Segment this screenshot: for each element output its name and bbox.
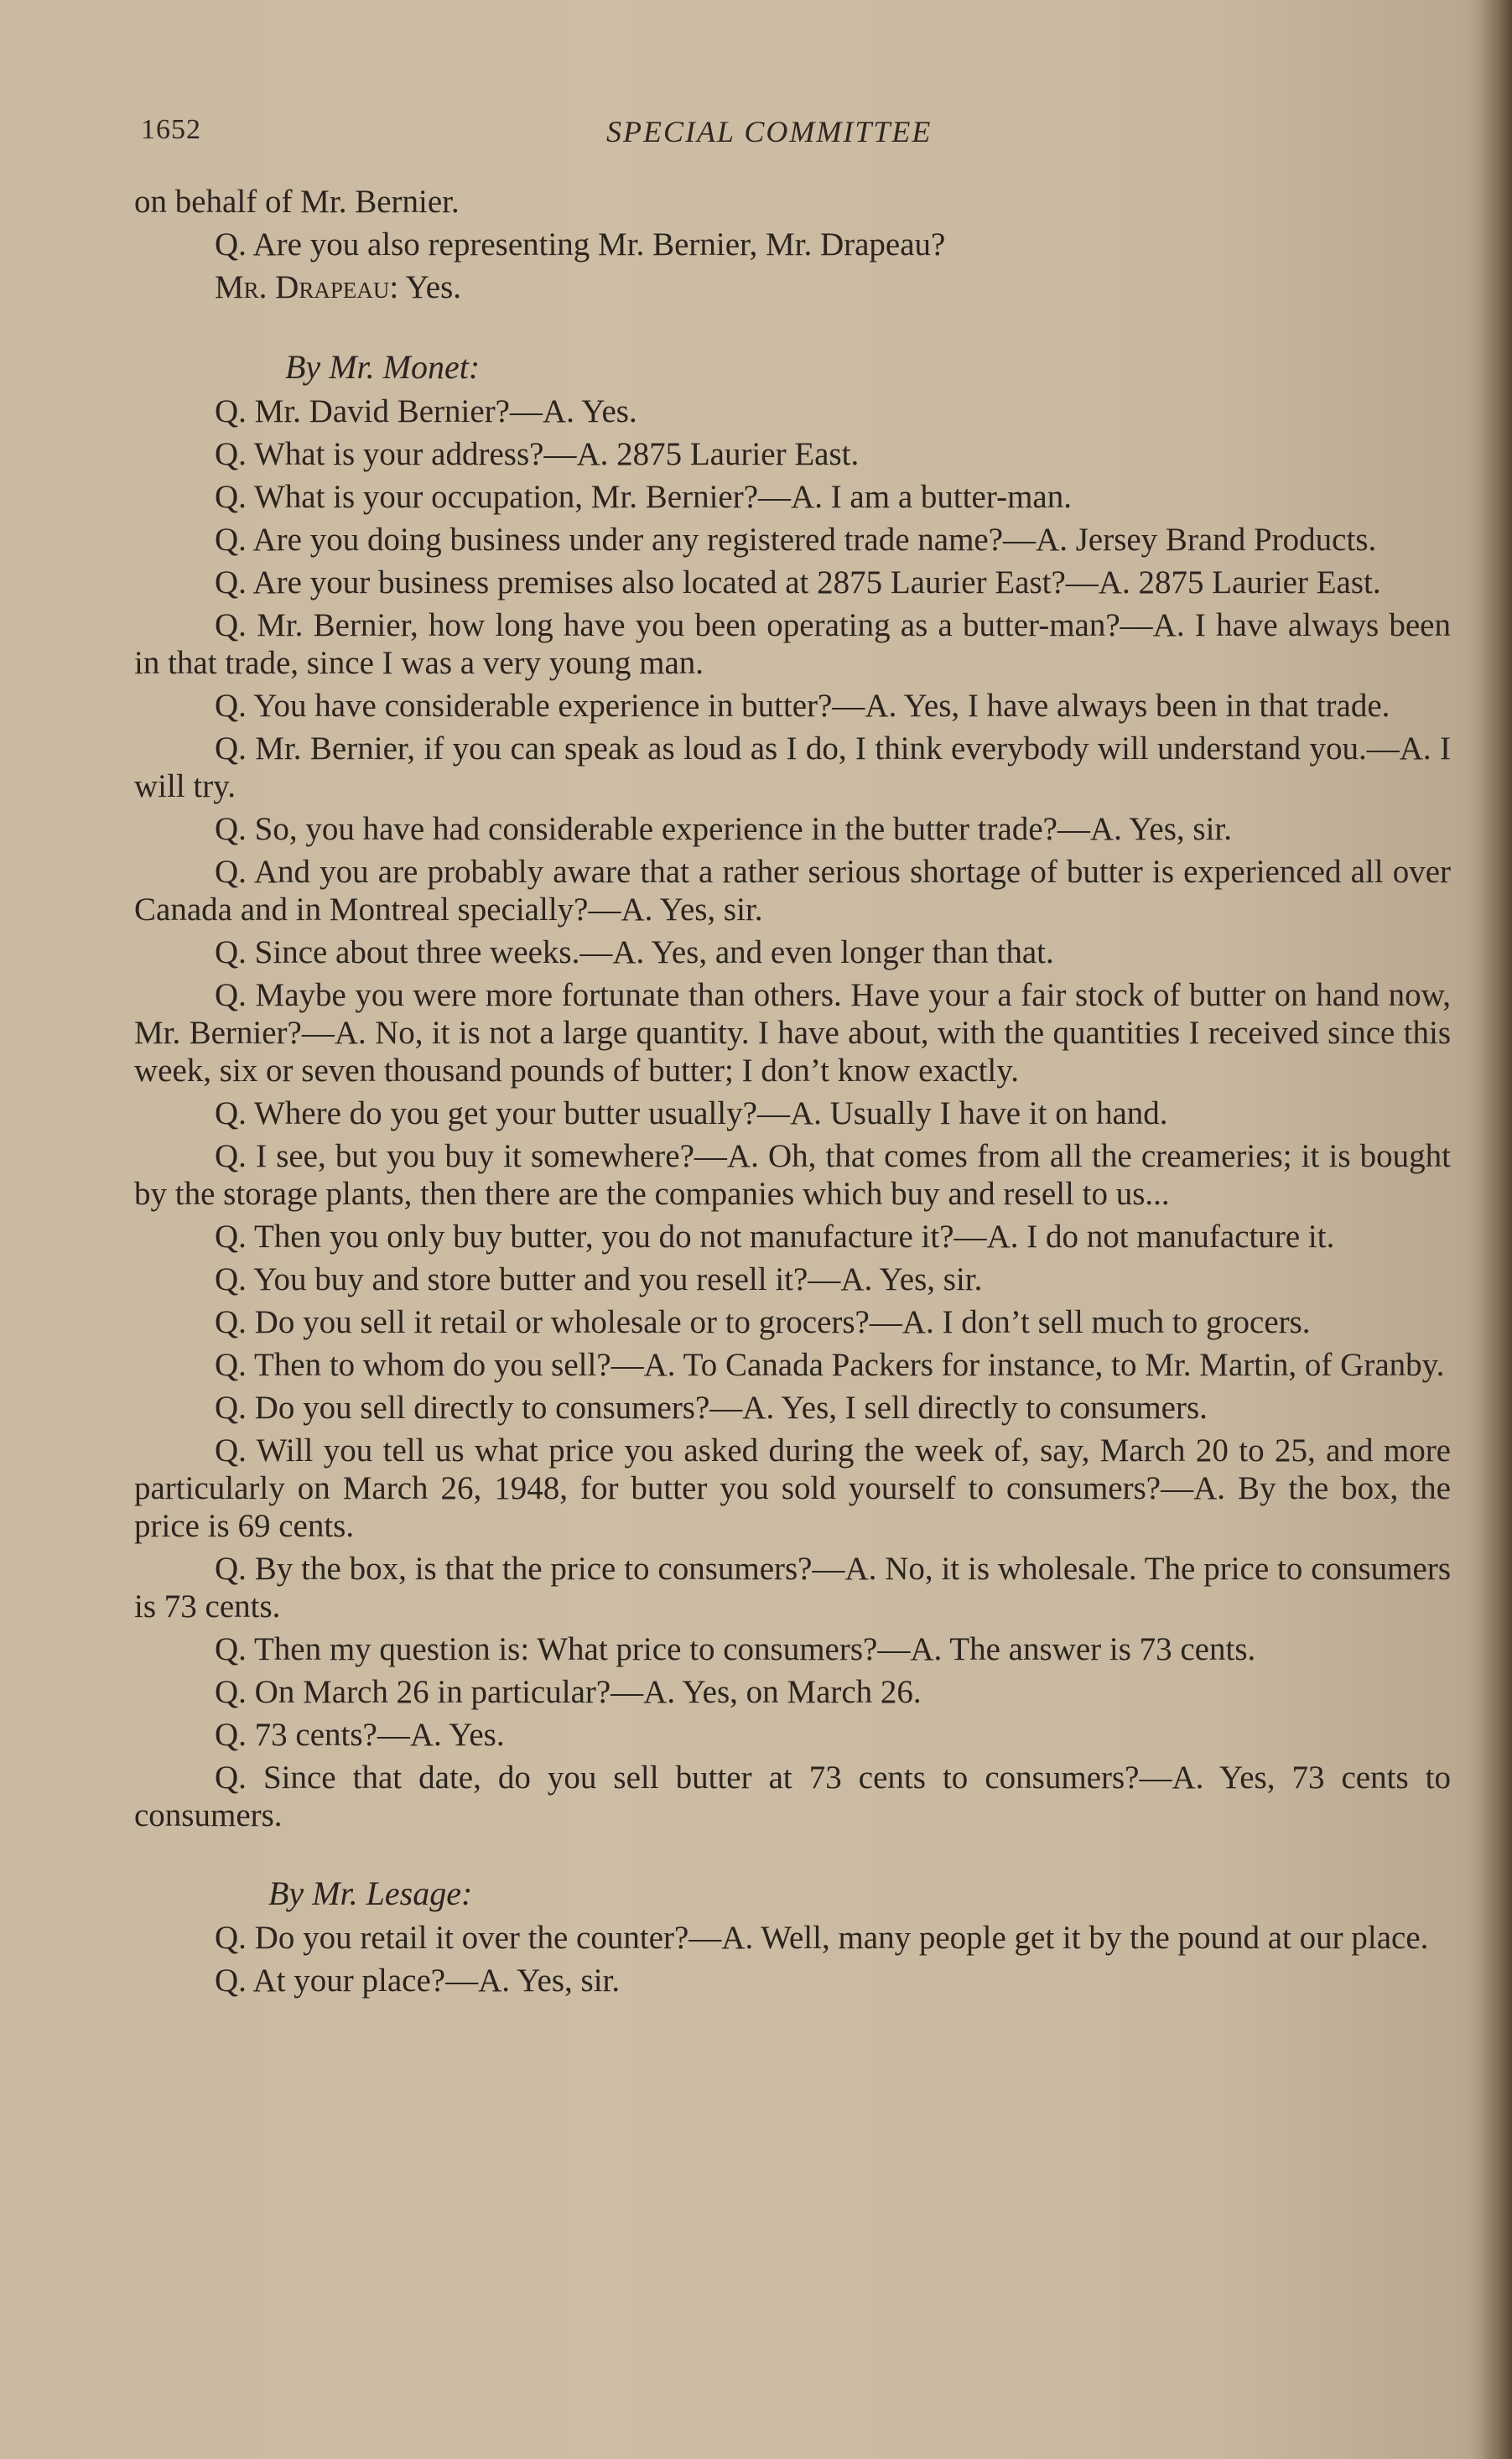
examiner-heading: By Mr. Monet: [285,348,481,386]
speaker-line [134,268,1451,306]
qa-paragraph: Q. On March 26 in particular?—A. Yes, on March 26. [215,1674,922,1710]
page-edge-shadow [1480,0,1512,2459]
page-header [141,114,1449,156]
qa-paragraph: Q. You have considerable experience in butter?—A. Yes, I have always been in that trade. [215,688,1390,724]
page-number: 1652 [141,114,201,145]
qa-paragraph: Q. I see, but you buy it somewhere?—A. Oh, that comes from all the creameries; it is bought by the storage plants, then there are the companies which buy and resell to us... [134,1138,1451,1212]
paragraph: on behalf of Mr. Bernier. [134,184,460,220]
qa-paragraph: Q. So, you have had considerable experience in the butter trade?—A. Yes, sir. [215,811,1232,847]
qa-paragraph: Q. At your place?—A. Yes, sir. [215,1963,621,1999]
qa-paragraph: Q. 73 cents?—A. Yes. [215,1717,505,1753]
qa-paragraph: Q. And you are probably aware that a rather serious shortage of butter is experienced all over Canada and in Montreal specially?—A. Yes, sir. [134,854,1451,928]
running-head: SPECIAL COMMITTEE [606,115,933,148]
transcript-body [134,183,1451,2004]
qa-paragraph: Q. Are your business premises also located at 2875 Laurier East?—A. 2875 Laurier East. [215,564,1381,600]
qa-paragraph: Q. Mr. David Bernier?—A. Yes. [215,393,637,429]
qa-paragraph: Q. What is your address?—A. 2875 Laurier East. [215,436,860,472]
qa-paragraph: Q. Where do you get your butter usually?—A. Usually I have it on hand. [215,1095,1168,1131]
qa-paragraph: Q. You buy and store butter and you resell it?—A. Yes, sir. [215,1261,983,1297]
paragraph: Q. Are you also representing Mr. Bernier, Mr. Drapeau? [215,226,946,263]
qa-paragraph: Q. Do you retail it over the counter?—A. Well, many people get it by the pound at our place. [215,1920,1429,1956]
qa-paragraph: Q. Mr. Bernier, how long have you been operating as a butter-man?—A. I have always been in that trade, since I was a very young man. [134,607,1451,681]
examiner-heading: By Mr. Lesage: [268,1874,473,1912]
qa-paragraph: Q. By the box, is that the price to consumers?—A. No, it is wholesale. The price to consumers is 73 cents. [134,1551,1451,1625]
qa-paragraph: Q. Then my question is: What price to consumers?—A. The answer is 73 cents. [215,1631,1256,1667]
qa-paragraph: Q. Since that date, do you sell butter at 73 cents to consumers?—A. Yes, 73 cents to consumers. [134,1760,1451,1833]
qa-paragraph: Q. What is your occupation, Mr. Bernier?—A. I am a butter-man. [215,479,1072,515]
qa-paragraph: Q. Since about three weeks.—A. Yes, and even longer than that. [215,934,1054,970]
qa-paragraph: Q. Then to whom do you sell?—A. To Canada Packers for instance, to Mr. Martin, of Granby. [215,1347,1445,1383]
qa-paragraph: Q. Then you only buy butter, you do not manufacture it?—A. I do not manufacture it. [215,1219,1335,1255]
qa-paragraph: Q. Mr. Bernier, if you can speak as loud as I do, I think everybody will understand you.—A. I will try. [134,730,1451,804]
speaker-name: Mr. Drapeau [215,269,390,305]
qa-paragraph: Q. Maybe you were more fortunate than others. Have your a fair stock of butter on hand now, Mr. Bernier?—A. No, it is not a large quantity. I have about, with the quantities I received since this week, six or seven thousand pounds of butter; I don’t know exactly. [134,977,1451,1089]
qa-paragraph: Q. Will you tell us what price you asked during the week of, say, March 20 to 25, and more particularly on March 26, 1948, for butter you sold yourself to consumers?—A. By the box, the price is 69 cents. [134,1432,1451,1544]
qa-paragraph: Q. Do you sell it retail or wholesale or to grocers?—A. I don’t sell much to grocers. [215,1304,1311,1340]
qa-paragraph: Q. Do you sell directly to consumers?—A. Yes, I sell directly to consumers. [215,1390,1208,1426]
speaker-text: : Yes. [389,269,462,305]
qa-paragraph: Q. Are you doing business under any registered trade name?—A. Jersey Brand Products. [215,522,1377,558]
